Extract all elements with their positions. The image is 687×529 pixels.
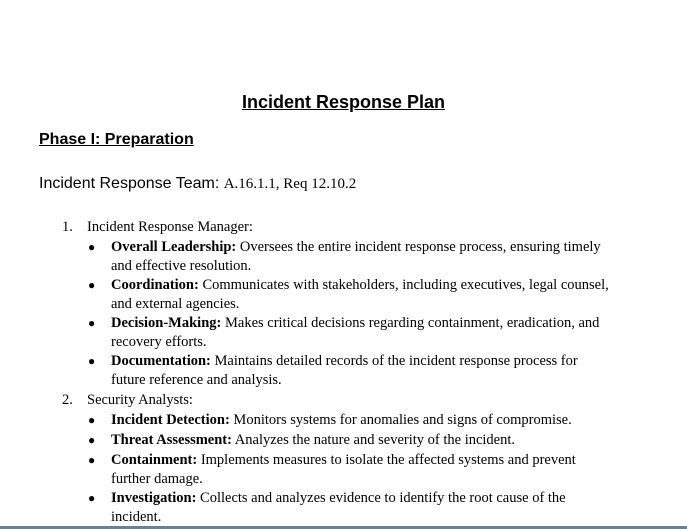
bullet-text: Makes critical decisions regarding containment, eradication, and [221, 315, 600, 331]
section-number: 1. [62, 219, 73, 235]
bullet-term: Investigation: [111, 490, 197, 506]
bullet-icon: ● [88, 278, 96, 292]
bullet-text-cont: further damage. [111, 471, 203, 487]
bullet-icon: ● [88, 413, 96, 427]
bullet-text: Monitors systems for anomalies and signs of compromise. [229, 412, 572, 428]
bullet-text: Collects and analyzes evidence to identify the root cause of the [196, 490, 566, 506]
section-label: Incident Response Manager: [87, 219, 253, 235]
section-number: 2. [62, 392, 73, 408]
bullet-icon: ● [88, 240, 96, 254]
bullet-text: Communicates with stakeholders, including executives, legal counsel, [198, 277, 609, 293]
team-heading-refs: A.16.1.1, Req 12.10.2 [223, 176, 357, 192]
bullet-icon: ● [88, 354, 96, 368]
bullet-term: Overall Leadership: [111, 239, 237, 255]
team-heading-label: Incident Response Team: [39, 175, 220, 192]
bullet-text: Implements measures to isolate the affected systems and prevent [197, 452, 576, 468]
bullet-icon: ● [88, 433, 96, 447]
bullet-term: Documentation: [111, 353, 211, 369]
bullet-term: Decision-Making: [111, 315, 222, 331]
bullet-icon: ● [88, 491, 96, 505]
bullet-term: Coordination: [111, 277, 199, 293]
bullet-text-cont: and effective resolution. [111, 258, 252, 274]
bullet-text: Analyzes the nature and severity of the incident. [231, 432, 516, 448]
list-item-section-2 [0, 391, 193, 410]
bullet-text: Maintains detailed records of the incident response process for [210, 353, 578, 369]
bullet-term: Containment: [111, 452, 198, 468]
bullet-text-cont: incident. [111, 509, 162, 525]
bullet-term: Incident Detection: [111, 412, 230, 428]
phase-heading: Phase I: Preparation [39, 131, 194, 148]
document-title: Incident Response Plan [241, 92, 446, 112]
bullet-text-cont: recovery efforts. [111, 334, 207, 350]
bullet-text-cont: and external agencies. [111, 296, 240, 312]
bullet-text-cont: future reference and analysis. [111, 372, 282, 388]
bullet-icon: ● [88, 316, 96, 330]
section-label: Security Analysts: [87, 392, 193, 408]
bullet-text: Oversees the entire incident response process, ensuring timely [236, 239, 601, 255]
team-heading [39, 175, 356, 193]
list-item-section-1 [0, 218, 253, 237]
bullet-icon: ● [88, 453, 96, 467]
bullet-term: Threat Assessment: [111, 432, 232, 448]
